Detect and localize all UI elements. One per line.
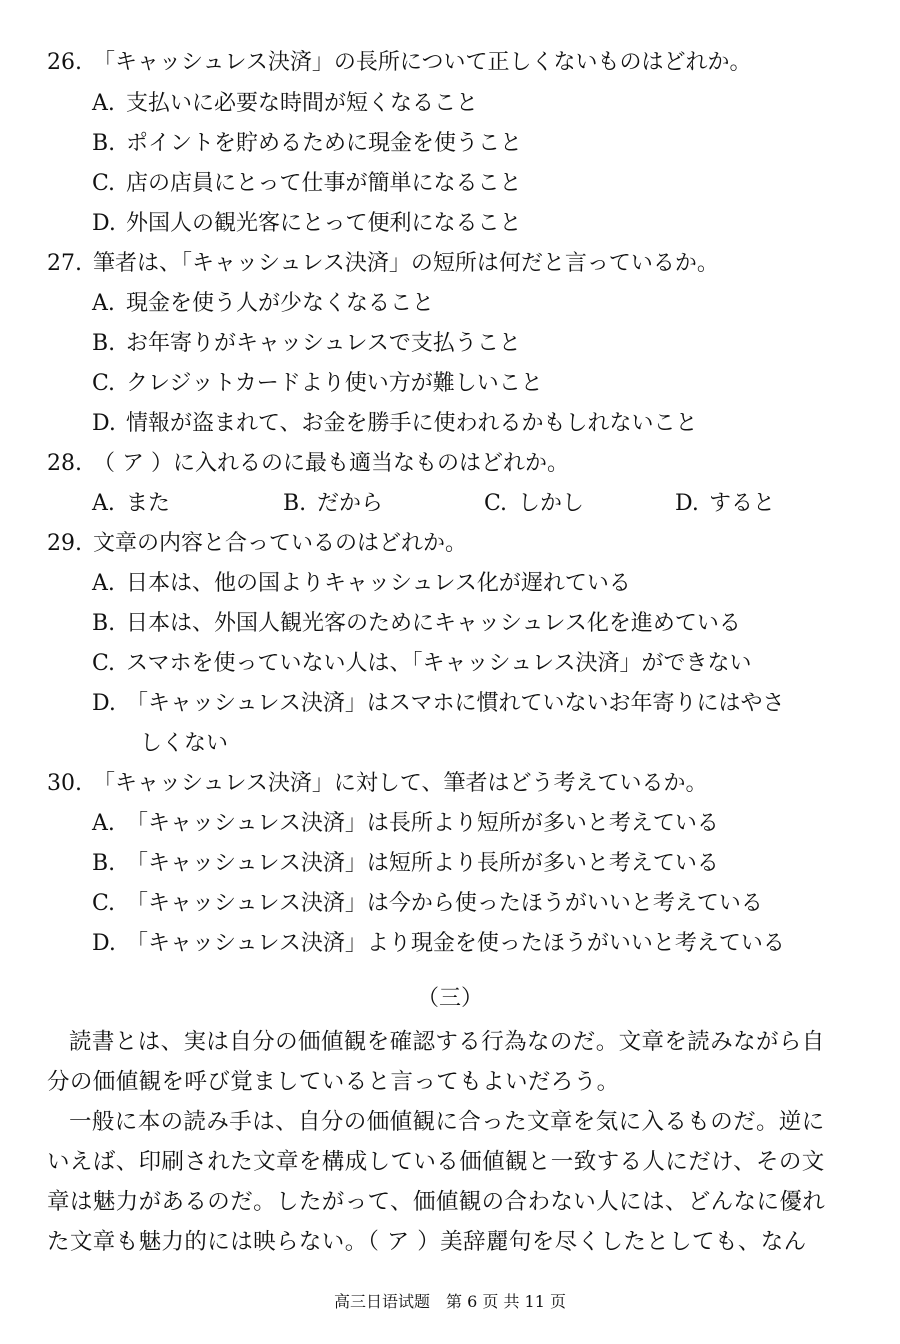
paragraph-line: いえば、印刷された文章を構成している価値観と一致する人にだけ、その文 (47, 1149, 825, 1175)
option-letter: D. (92, 691, 116, 716)
page-footer: 高三日语试题 第 6 页 共 11 页 (334, 1292, 566, 1311)
option-letter: B. (92, 611, 116, 636)
option-text: 「キャッシュレス決済」より現金を使ったほうがいいと考えている (126, 931, 785, 956)
option-letter: C. (92, 171, 116, 196)
option-letter: B. (92, 131, 116, 156)
question-text: 「キャッシュレス決済」に対して、筆者はどう考えているか。 (93, 771, 708, 796)
option-30-c (92, 889, 763, 919)
question-27-stem (47, 249, 719, 279)
option-27-d (92, 409, 698, 439)
option-text: ポイントを貯めるために現金を使うこと (126, 131, 523, 156)
option-letter: D. (92, 931, 116, 956)
question-number: 27. (47, 251, 82, 276)
section-title: （三） (416, 986, 483, 1011)
question-30-stem (47, 769, 707, 799)
option-text: 現金を使う人が少なくなること (126, 291, 435, 316)
reading-paragraph-2 (47, 1102, 852, 1262)
option-letter: A. (92, 91, 115, 116)
option-text: スマホを使っていない人は、「キャッシュレス決済」ができない (126, 651, 752, 676)
option-text: 日本は、他の国よりキャッシュレス化が遅れている (126, 571, 631, 596)
question-number: 28. (47, 451, 82, 476)
option-26-b (92, 129, 522, 159)
option-text: また (126, 491, 171, 516)
option-28-d (675, 489, 775, 519)
option-letter: B. (92, 851, 116, 876)
option-30-d (92, 929, 785, 959)
option-29-d-continuation: しくない (140, 731, 229, 756)
option-text: 支払いに必要な時間が短くなること (126, 91, 479, 116)
reading-paragraph-1 (47, 1022, 852, 1102)
option-letter: C. (92, 651, 116, 676)
option-letter: C. (92, 891, 116, 916)
option-26-a (92, 89, 478, 119)
option-letter: B. (283, 491, 307, 516)
question-number: 26. (47, 50, 82, 75)
option-letter: C. (92, 371, 116, 396)
option-text: 「キャッシュレス決済」はスマホに慣れていないお年寄りにはやさ (126, 691, 785, 716)
option-letter: A. (92, 491, 115, 516)
option-letter: A. (92, 811, 115, 836)
question-number: 29. (47, 531, 82, 556)
paragraph-line: 分の価値観を呼び覚ましていると言ってもよいだろう。 (47, 1069, 620, 1095)
option-29-d (92, 689, 784, 719)
option-text: 店の店員にとって仕事が簡単になること (126, 171, 522, 196)
option-29-b (92, 609, 741, 639)
option-text: 「キャッシュレス決済」は短所より長所が多いと考えている (126, 851, 719, 876)
option-26-d (92, 209, 522, 239)
option-text: すると (709, 491, 776, 516)
option-text: しかし (518, 491, 585, 516)
option-28-b (283, 489, 383, 519)
option-27-b (92, 329, 521, 359)
question-text: 文章の内容と合っているのはどれか。 (93, 531, 468, 556)
option-text: 外国人の観光客にとって便利になること (126, 211, 522, 236)
option-28-c (484, 489, 584, 519)
option-text: クレジットカードより使い方が難しいこと (126, 371, 543, 396)
option-letter: A. (92, 571, 115, 596)
option-28-a (92, 489, 170, 519)
option-letter: D. (92, 411, 116, 436)
option-29-a (92, 569, 631, 599)
option-letter: B. (92, 331, 116, 356)
option-letter: D. (92, 211, 116, 236)
option-letter: D. (675, 491, 699, 516)
question-number: 30. (47, 771, 82, 796)
option-letter: A. (92, 291, 115, 316)
question-28-stem (47, 449, 569, 479)
option-30-b (92, 849, 719, 879)
paragraph-line: 一般に本の読み手は、自分の価値観に合った文章を気に入るものだ。逆に (69, 1109, 825, 1135)
option-text: 日本は、外国人観光客のためにキャッシュレス化を進めている (126, 611, 741, 636)
paragraph-line: 章は魅力があるのだ。したがって、価値観の合わない人には、どんなに優れ (47, 1189, 826, 1215)
option-text: 「キャッシュレス決済」は長所より短所が多いと考えている (126, 811, 719, 836)
option-29-c (92, 649, 751, 679)
question-26-stem (47, 48, 751, 78)
options-row-28 (92, 489, 852, 519)
option-27-c (92, 369, 543, 399)
question-text: （ ア ）に入れるのに最も適当なものはどれか。 (93, 451, 569, 476)
question-29-stem (47, 529, 467, 559)
option-text: 「キャッシュレス決済」は今から使ったほうがいいと考えている (126, 891, 763, 916)
option-text: 情報が盗まれて、お金を勝手に使われるかもしれないこと (126, 411, 698, 436)
option-text: お年寄りがキャッシュレスで支払うこと (126, 331, 521, 356)
option-letter: C. (484, 491, 508, 516)
option-27-a (92, 289, 434, 319)
question-text: 筆者は、「キャッシュレス決済」の短所は何だと言っているか。 (93, 251, 719, 276)
question-text: 「キャッシュレス決済」の長所について正しくないものはどれか。 (93, 50, 752, 75)
paragraph-line: た文章も魅力的には映らない。（ ア ）美辞麗句を尽くしたとしても、なん (47, 1229, 807, 1255)
option-30-a (92, 809, 719, 839)
paragraph-line: 読書とは、実は自分の価値観を確認する行為なのだ。文章を読みながら自 (69, 1029, 825, 1055)
option-text: だから (317, 491, 384, 516)
option-26-c (92, 169, 522, 199)
